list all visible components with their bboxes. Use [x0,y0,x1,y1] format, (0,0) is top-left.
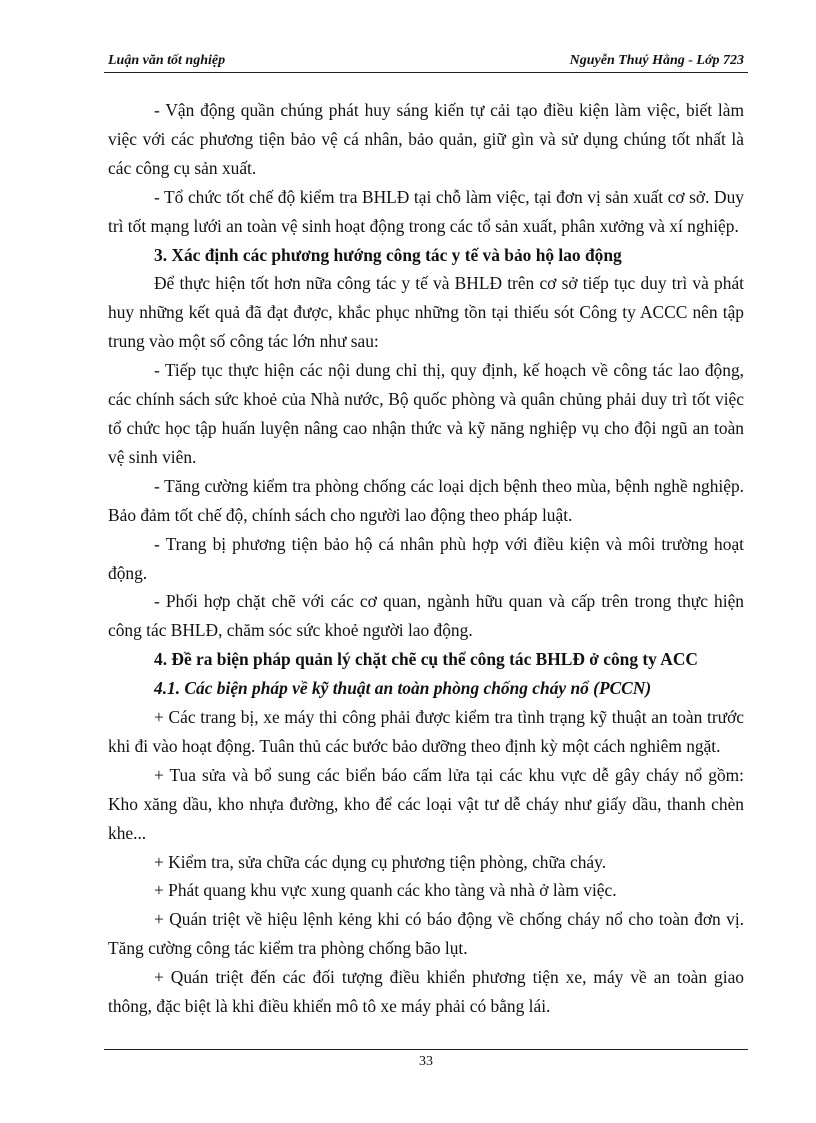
paragraph: - Trang bị phương tiện bảo hộ cá nhân phù hợp với điều kiện và môi trường hoạt động. [108,533,744,583]
paragraph: + Quán triệt về hiệu lệnh kẻng khi có báo động về chống cháy nổ cho toàn đơn vị. Tăng cường công tác kiểm tra phòng chống bão lụt. [108,909,744,959]
paragraph: - Vận động quần chúng phát huy sáng kiến tự cải tạo điều kiện làm việc, biết làm việc với các phương tiện bảo vệ cá nhân, bảo quản, giữ gìn và sử dụng chúng tốt nhất là các công cụ sản xuất. [108,100,744,178]
footer-divider [104,1049,748,1050]
paragraph: + Quán triệt đến các đối tượng điều khiển phương tiện xe, máy về an toàn giao thông, đặc biệt là khi điều khiển mô tô xe máy phải có bằng lái. [108,967,744,1017]
section-heading: 4. Đề ra biện pháp quản lý chặt chẽ cụ thể công tác BHLĐ ở công ty ACC [154,649,698,670]
paragraph: - Tăng cường kiểm tra phòng chống các loại dịch bệnh theo mùa, bệnh nghề nghiệp. Bảo đảm tốt chế độ, chính sách cho người lao động theo pháp luật. [108,475,744,525]
paragraph: + Các trang bị, xe máy thi công phải được kiểm tra tình trạng kỹ thuật an toàn trước khi đi vào hoạt động. Tuân thủ các bước bảo dưỡng theo định kỳ một cách nghiêm ngặt. [108,707,744,756]
page-header [104,50,748,73]
page-number: 33 [419,1054,433,1069]
header-thesis-title: Luận văn tốt nghiệp [108,53,226,68]
paragraph: - Tiếp tục thực hiện các nội dung chỉ thị, quy định, kế hoạch về công tác lao động, các chính sách sức khoẻ của Nhà nước, Bộ quốc phòng và quân chủng phải duy trì tốt việc tổ chức học tập huấn luyện nâng cao nhận thức và kỹ năng nghiệp vụ cho đội ngũ an toàn vệ sinh viên. [108,360,744,467]
section-heading: 3. Xác định các phương hướng công tác y tế và bảo hộ lao động [154,244,622,265]
paragraph: - Tổ chức tốt chế độ kiểm tra BHLĐ tại chỗ làm việc, tại đơn vị sản xuất cơ sở. Duy trì tốt mạng lưới an toàn vệ sinh hoạt động trong các tổ sản xuất, phân xưởng và xí nghiệp. [108,186,744,236]
paragraph: - Phối hợp chặt chẽ với các cơ quan, ngành hữu quan và cấp trên trong thực hiện công tác BHLĐ, chăm sóc sức khoẻ người lao động. [108,591,744,641]
paragraph: + Tua sửa và bổ sung các biển báo cấm lửa tại các khu vực dễ gây cháy nổ gồm: Kho xăng dầu, kho nhựa đường, kho để các loại vật tư dễ cháy như giấy dầu, thanh chèn khe... [108,764,744,843]
document-body [108,96,744,1021]
header-author: Nguyễn Thuý Hằng - Lớp 723 [569,53,744,68]
paragraph: + Phát quang khu vực xung quanh các kho tàng và nhà ở làm việc. [154,880,617,901]
paragraph: + Kiểm tra, sửa chữa các dụng cụ phương tiện phòng, chữa cháy. [154,851,607,872]
subsection-heading: 4.1. Các biện pháp về kỹ thuật an toàn phòng chống cháy nổ (PCCN) [154,678,652,699]
paragraph: Để thực hiện tốt hơn nữa công tác y tế và BHLĐ trên cơ sở tiếp tục duy trì và phát huy những kết quả đã đạt được, khắc phục những tồn tại thiếu sót Công ty ACCC nên tập trung vào một số công tác lớn như sau: [108,273,744,352]
